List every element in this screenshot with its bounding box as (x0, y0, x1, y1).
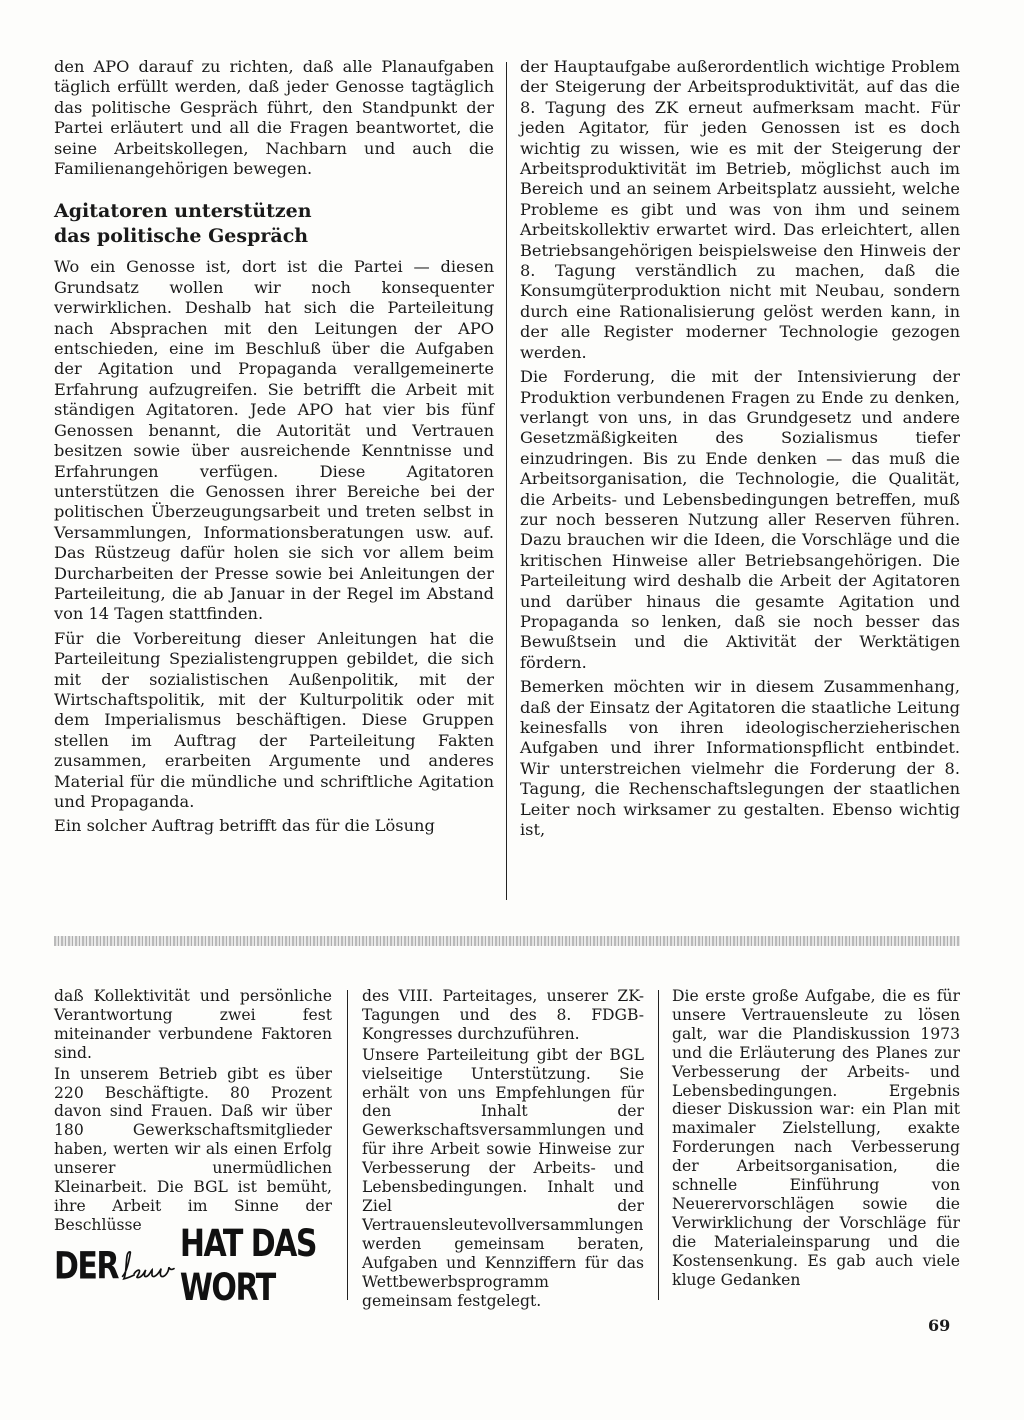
column-divider (506, 62, 507, 900)
column-divider (347, 990, 348, 1300)
paragraph: der Hauptaufgabe außerordentlich wichtige Problem der Steigerung der Arbeitsproduktivität, auf das die 8. Tagung des ZK erneut aufmerksam macht. Für jeden Agitator, für jeden Genossen ist es doch wichtig zu wissen, wie es mit der Steigerung der Arbeitsproduktivität im Betrieb, möglichst auch im Bereich und an seinem Arbeitsplatz aussieht, welche Probleme es gibt und was von ihm und seinem Arbeitskollektiv erwartet wird. Das erleichtert, allen Betriebsangehörigen beispielsweise den Hinweis der 8. Tagung verständlich zu machen, daß die Konsumgüterproduktion nicht mit Neubau, sondern durch eine Rationalisierung gelöst werden kann, in der alle Register moderner Technologie gezogen werden. (520, 57, 960, 362)
paragraph: Wo ein Genosse ist, dort ist die Partei — diesen Grundsatz wollen wir noch konsequenter verwirklichen. Deshalb hat sich die Parteileitung nach Absprachen mit den Leitungen der APO entschieden, eine im Beschluß über die Aufgaben der Agitation und Propaganda verallgemeinerte Erfahrung aufzugreifen. Sie betrifft die Arbeit mit ständigen Agitatoren. Jede APO hat vier bis fünf Genossen benannt, die Autorität und Vertrauen besitzen sowie über ausreichende Kenntnisse und Erfahrungen verfügen. Diese Agitatoren unterstützen die Genossen ihrer Bereiche bei der politischen Überzeugungsarbeit und treten selbst in Versammlungen, Informationsberatungen usw. auf. Das Rüstzeug dafür holen sie sich vor allem beim Durcharbeiten der Presse sowie bei Anleitungen der Parteileitung, die ab Januar in der Regel im Abstand von 14 Tagen stattfinden. (54, 257, 494, 624)
letter-column-3 (672, 987, 960, 1292)
heading-line: das politische Gespräch (54, 225, 309, 248)
paragraph: den APO darauf zu richten, daß alle Planaufgaben täglich erfüllt werden, daß jeder Genosse tagtäglich das politische Gespräch führt, den Standpunkt der Partei erläutert und all die Fragen beantwortet, die seine Arbeitskollegen, Nachbarn und auch die Familienangehörigen bewegen. (54, 57, 494, 179)
section-logo (54, 1222, 334, 1310)
paragraph: des VIII. Parteitages, unserer ZK-Tagungen und des 8. FDGB-Kongresses durchzuführen. (362, 987, 644, 1043)
paragraph: In unserem Betrieb gibt es über 220 Beschäftigte. 80 Prozent davon sind Frauen. Daß wir über 180 Gewerkschaftsmitglieder haben, werten wir als einen Erfolg unserer unermüdlichen Kleinarbeit. Die BGL ist bemüht, ihre Arbeit im Sinne der Beschlüsse (54, 1064, 332, 1234)
paragraph: Die Forderung, die mit der Intensivierung der Produktion verbundenen Fragen zu Ende zu denken, verlangt von uns, in das Grundgesetz und andere Gesetzmäßigkeiten des Sozialismus tiefer einzudringen. Bis zu Ende denken — das muß die Arbeitsorganisation, die Technologie, die Qualität, die Arbeits- und Lebensbedingungen betreffen, muß zur noch besseren Nutzung aller Reserven führen. Dazu brauchen wir die Ideen, die Vorschläge und die kritischen Hinweise aller Betriebsangehörigen. Die Parteileitung wird deshalb die Arbeit der Agitatoren und darüber hinaus die gesamte Agitation und Propaganda so lenken, daß sie noch besser das Bewußtsein und die Aktivität der Werktätigen fördern. (520, 367, 960, 672)
logo-word: DER (54, 1244, 118, 1288)
paragraph: Ein solcher Auftrag betrifft das für die Lösung (54, 816, 435, 836)
paragraph: Für die Vorbereitung dieser Anleitungen hat die Parteileitung Spezialistengruppen gebildet, die sich mit der sozialistischen Außenpolitik, mit der Wirtschaftspolitik, mit der Kulturpolitik oder mit dem Imperialismus beschäftigen. Diese Gruppen stellen im Auftrag der Parteileitung Fakten zusammen, erarbeiten Argumente und anderes Material für die mündliche und schriftliche Agitation und Propaganda. (54, 628, 494, 811)
letter-column-2 (362, 987, 644, 1312)
page-number: 69 (928, 1316, 951, 1335)
section-heading (54, 199, 494, 249)
letter-column-1 (54, 987, 332, 1237)
heading-line: Agitatoren unterstützen (54, 200, 312, 223)
section-separator (54, 936, 960, 946)
paragraph: Die erste große Aufgabe, die es für unsere Vertrauensleute zu lösen galt, war die Plandiskussion 1973 und die Erläuterung des Planes zur Verbesserung der Arbeits- und Lebensbedingungen. Ergebnis dieser Diskussion war: ein Plan mit maximaler Zielstellung, exakte Forderungen nach Verbesserung der Arbeitsorganisation, die schnelle Einführung von Neuerervorschlägen sowie die Verwirklichung der Vorschläge für die Materialeinsparung und die Kostensenkung. Es gab auch viele kluge Gedanken (672, 987, 960, 1289)
article-column-left (54, 57, 494, 841)
article-column-right (520, 57, 960, 844)
paragraph: Bemerken möchten wir in diesem Zusammenhang, daß der Einsatz der Agitatoren die staatliche Leitung keinesfalls von ihren ideologischerzieherischen Aufgaben und ihrer Informationspflicht entbindet. Wir unterstreichen vielmehr die Forderung der 8. Tagung, die Rechenschaftslegungen der staatlichen Leiter noch wirksamer zu gestalten. Ebenso wichtig ist, (520, 677, 960, 840)
column-divider (658, 990, 659, 1300)
paragraph: Unsere Parteileitung gibt der BGL vielseitige Unterstützung. Sie erhält von uns Empfehlungen für den Inhalt der Gewerkschaftsversammlungen und für ihre Arbeit sowie Hinweise zur Verbesserung der Arbeits- und Lebensbedingungen. Inhalt und Ziel der Vertrauensleutevollversammlungen werden gemeinsam beraten, Aufgaben und Kennziffern für das Wettbewerbsprogramm gemeinsam festgelegt. (362, 1045, 644, 1310)
logo-script-word (120, 1238, 178, 1294)
paragraph: daß Kollektivität und persönliche Verantwortung zwei fest miteinander verbundene Faktoren sind. (54, 987, 332, 1062)
logo-word: HAT DAS WORT (179, 1222, 316, 1310)
